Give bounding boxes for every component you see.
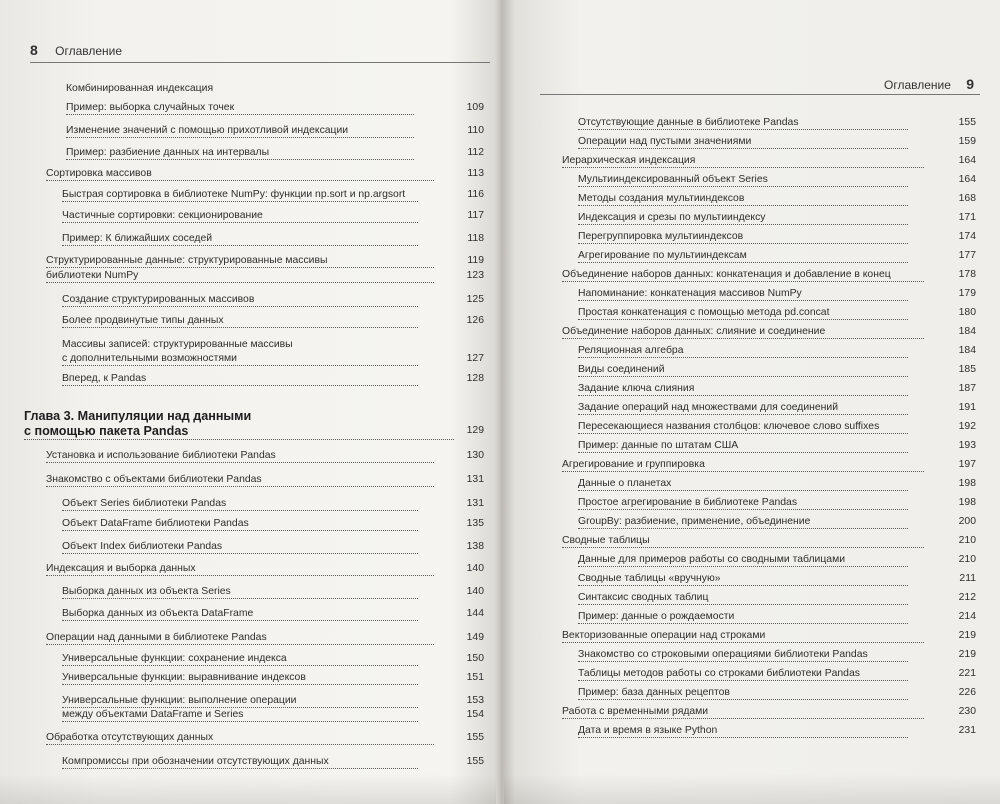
toc-entry [66, 124, 414, 138]
toc-entry [62, 352, 418, 366]
toc-entry-page: 154 [466, 709, 484, 720]
toc-entry [62, 209, 418, 223]
toc-entry [578, 420, 908, 434]
toc-entry [578, 477, 908, 491]
toc-entry-page: 185 [958, 364, 976, 375]
toc-entry [46, 562, 434, 576]
toc-entry-title: Задание операций над множествами для соединений [578, 402, 839, 413]
toc-entry [578, 553, 908, 567]
toc-entry [578, 249, 908, 263]
toc-entry-page: 131 [466, 474, 484, 485]
toc-entry [62, 671, 418, 685]
toc-entry-page: 174 [958, 231, 976, 242]
toc-entry [62, 517, 418, 531]
toc-entry-title: Универсальные функции: выполнение операции [62, 695, 297, 706]
toc-entry-page: 123 [466, 270, 484, 281]
toc-entry-title: Мультииндексированный объект Series [578, 174, 768, 185]
toc-entry-title: Операции над данными в библиотеке Pandas [46, 632, 267, 643]
toc-entry [578, 667, 908, 681]
toc-entry-title: Знакомство с объектами библиотеки Pandas [46, 474, 262, 485]
toc-entry-page: 178 [958, 269, 976, 280]
toc-entry-page: 168 [958, 193, 976, 204]
toc-entry [62, 540, 418, 554]
toc-entry-page: 219 [958, 630, 976, 641]
toc-entry [578, 724, 908, 738]
toc-entry-page: 125 [466, 294, 484, 305]
toc-entry-page: 177 [958, 250, 976, 261]
toc-entry-title: Универсальные функции: сохранение индекса [62, 653, 287, 664]
toc-entry-title: Данные для примеров работы со сводными таблицами [578, 554, 846, 565]
toc-entry-title: Сортировка массивов [46, 168, 152, 179]
toc-entry-page: 110 [467, 125, 484, 136]
toc-entry [578, 496, 908, 510]
toc-entry [578, 173, 908, 187]
toc-entry-title: Сводные таблицы «вручную» [578, 573, 721, 584]
toc-entry [46, 631, 434, 645]
toc-entry-title: Массивы записей: структурированные массивы [62, 339, 293, 350]
toc-entry-title: Иерархическая индексация [562, 155, 696, 166]
toc-entry-title: Пример: выборка случайных точек [66, 102, 235, 113]
toc-entry-title: между объектами DataFrame и Series [62, 709, 244, 720]
toc-entry-page: 112 [467, 147, 484, 158]
toc-entry-title: Перегруппировка мультииндексов [578, 231, 744, 242]
toc-entry-title: Структурированные данные: структурированные массивы [46, 255, 328, 266]
toc-entry-title: Выборка данных из объекта Series [62, 586, 231, 597]
toc-entry-title: Агрегирование по мультииндексам [578, 250, 747, 261]
toc-entry-title: Обработка отсутствующих данных [46, 732, 214, 743]
toc-entry [578, 610, 908, 624]
toc-entry-title: Данные о планетах [578, 478, 672, 489]
toc-entry-page: 231 [958, 725, 976, 736]
toc-entry-title: Работа с временными рядами [562, 706, 709, 717]
toc-entry-page: 117 [467, 210, 484, 221]
toc-entry [62, 708, 418, 722]
toc-entry [62, 497, 418, 511]
toc-entry [562, 458, 924, 472]
toc-entry-title: Объект DataFrame библиотеки Pandas [62, 518, 249, 529]
toc-entry-page: 129 [466, 425, 484, 436]
toc-entry [578, 648, 908, 662]
toc-entry-page: 198 [958, 497, 976, 508]
left-running-head: Оглавление [55, 44, 123, 58]
toc-entry [66, 146, 414, 160]
toc-entry-title: Объединение наборов данных: конкатенация и добавление в конец [562, 269, 891, 280]
toc-entry-title: Простое агрегирование в библиотеке Pandas [578, 497, 798, 508]
toc-entry-title: Вперед, к Pandas [62, 373, 147, 384]
toc-entry [46, 254, 434, 268]
toc-entry-page: 214 [958, 611, 976, 622]
toc-entry-title: Компромиссы при обозначении отсутствующих данных [62, 756, 329, 767]
toc-entry-page: 219 [958, 649, 976, 660]
toc-entry [578, 401, 908, 415]
toc-entry-title: Простая конкатенация с помощью метода pd.concat [578, 307, 830, 318]
toc-entry [62, 338, 293, 351]
toc-entry [578, 230, 908, 244]
toc-entry-page: 212 [958, 592, 976, 603]
toc-entry [578, 515, 908, 529]
header-rule [30, 62, 490, 63]
toc-entry-page: 140 [466, 586, 484, 597]
left-page-header [30, 42, 122, 58]
toc-entry-title: с помощью пакета Pandas [24, 424, 189, 438]
toc-entry-title: Пример: данные о рождаемости [578, 611, 735, 622]
toc-entry [46, 449, 434, 463]
toc-entry-page: 179 [958, 288, 976, 299]
page-shadow [504, 774, 1000, 804]
toc-entry-page: 144 [466, 608, 484, 619]
toc-entry-title: Индексация и выборка данных [46, 563, 196, 574]
toc-entry [578, 382, 908, 396]
toc-entry [562, 154, 924, 168]
toc-entry-title: Быстрая сортировка в библиотеке NumPy: функции np.sort и np.argsort [62, 189, 406, 200]
toc-entry-page: 184 [958, 326, 976, 337]
toc-entry-title: Пример: разбиение данных на интервалы [66, 147, 270, 158]
toc-entry-title: Напоминание: конкатенация массивов NumPy [578, 288, 802, 299]
toc-entry-title: Знакомство со строковыми операциями библиотеки Pandas [578, 649, 868, 660]
toc-entry-title: Реляционная алгебра [578, 345, 684, 356]
toc-entry [578, 344, 908, 358]
toc-entry-page: 127 [466, 353, 484, 364]
toc-entry-title: Объект Index библиотеки Pandas [62, 541, 223, 552]
toc-entry [578, 363, 908, 377]
toc-entry-page: 109 [466, 102, 484, 113]
toc-entry-page: 193 [958, 440, 976, 451]
toc-entry [66, 101, 414, 115]
toc-entry-page: 187 [958, 383, 976, 394]
toc-entry-title: Объект Series библиотеки Pandas [62, 498, 227, 509]
toc-entry-page: 128 [466, 373, 484, 384]
right-page-header [884, 76, 974, 92]
toc-entry-page: 118 [467, 233, 484, 244]
toc-entry-title: Более продвинутые типы данных [62, 315, 224, 326]
toc-entry-title: Пересекающиеся названия столбцов: ключевое слово suffixes [578, 421, 880, 432]
toc-entry [66, 82, 213, 95]
right-running-head: Оглавление [884, 78, 951, 92]
right-page [504, 0, 1000, 804]
toc-entry [46, 167, 434, 181]
toc-entry-page: 151 [466, 672, 484, 683]
toc-entry-title: Универсальные функции: выравнивание индексов [62, 672, 306, 683]
toc-entry [578, 211, 908, 225]
toc-entry-page: 211 [959, 573, 976, 584]
toc-entry-title: с дополнительными возможностями [62, 353, 237, 364]
toc-entry [62, 372, 418, 386]
chapter-heading [24, 424, 454, 440]
toc-entry-page: 159 [958, 136, 976, 147]
toc-entry [562, 629, 924, 643]
toc-entry [562, 534, 924, 548]
toc-entry-page: 113 [467, 168, 484, 179]
toc-entry-title: Установка и использование библиотеки Pandas [46, 450, 276, 461]
toc-entry-page: 210 [958, 535, 976, 546]
toc-entry-page: 221 [958, 668, 976, 679]
toc-entry-page: 155 [958, 117, 976, 128]
toc-entry-title: GroupBy: разбиение, применение, объединение [578, 516, 811, 527]
toc-entry [562, 325, 924, 339]
toc-entry-title: Пример: данные по штатам США [578, 440, 739, 451]
toc-entry-title: Синтаксис сводных таблиц [578, 592, 709, 603]
toc-entry-title: Создание структурированных массивов [62, 294, 255, 305]
toc-entry-page: 153 [466, 695, 484, 706]
toc-entry-title: Виды соединений [578, 364, 665, 375]
toc-entry-page: 140 [466, 563, 484, 574]
toc-entry [578, 116, 908, 130]
left-page [0, 0, 496, 804]
toc-entry-page: 116 [467, 189, 484, 200]
toc-entry-page: 126 [466, 315, 484, 326]
toc-entry-page: 192 [958, 421, 976, 432]
toc-entry-page: 119 [467, 255, 484, 266]
toc-entry-title: Таблицы методов работы со строками библиотеки Pandas [578, 668, 860, 679]
toc-entry-title: Задание ключа слияния [578, 383, 695, 394]
toc-entry [562, 705, 924, 719]
toc-entry [562, 268, 924, 282]
page-shadow [0, 774, 496, 804]
toc-entry-page: 164 [958, 174, 976, 185]
toc-entry [62, 694, 418, 708]
toc-entry-page: 135 [466, 518, 484, 529]
toc-entry-title: Отсутствующие данные в библиотеке Pandas [578, 117, 799, 128]
toc-entry-page: 191 [958, 402, 976, 413]
toc-entry-title: Выборка данных из объекта DataFrame [62, 608, 254, 619]
right-page-number: 9 [966, 76, 975, 92]
toc-entry [578, 686, 908, 700]
toc-entry-page: 226 [958, 687, 976, 698]
toc-entry [46, 731, 434, 745]
toc-entry-title: Частичные сортировки: секционирование [62, 210, 263, 221]
toc-entry [62, 652, 418, 666]
toc-entry [578, 591, 908, 605]
toc-entry [62, 585, 418, 599]
toc-entry-page: 150 [466, 653, 484, 664]
left-page-number: 8 [30, 42, 38, 58]
toc-entry-page: 164 [958, 155, 976, 166]
toc-entry-page: 155 [466, 732, 484, 743]
toc-entry-page: 155 [466, 756, 484, 767]
toc-entry-title: Дата и время в языке Python [578, 725, 718, 736]
toc-entry [578, 306, 908, 320]
toc-entry [578, 287, 908, 301]
toc-entry [62, 607, 418, 621]
toc-entry [62, 755, 418, 769]
toc-entry [46, 473, 434, 487]
toc-entry-title: Индексация и срезы по мультииндексу [578, 212, 766, 223]
toc-entry-page: 131 [466, 498, 484, 509]
toc-entry-title: Методы создания мультииндексов [578, 193, 745, 204]
toc-entry-title: Комбинированная индексация [66, 83, 214, 94]
toc-entry [62, 314, 418, 328]
toc-entry-title: Объединение наборов данных: слияние и соединение [562, 326, 826, 337]
toc-entry [578, 572, 908, 586]
toc-entry-page: 198 [958, 478, 976, 489]
toc-entry-page: 210 [958, 554, 976, 565]
toc-entry-page: 230 [958, 706, 976, 717]
toc-entry-title: Пример: база данных рецептов [578, 687, 730, 698]
toc-entry [62, 188, 418, 202]
toc-entry-title: Изменение значений с помощью прихотливой индексации [66, 125, 349, 136]
toc-entry-page: 184 [958, 345, 976, 356]
toc-entry [62, 293, 418, 307]
toc-entry [578, 439, 908, 453]
toc-entry [578, 135, 908, 149]
toc-entry [578, 192, 908, 206]
toc-entry-page: 171 [958, 212, 976, 223]
toc-entry-title: Пример: К ближайших соседей [62, 233, 213, 244]
toc-entry-title: Операции над пустыми значениями [578, 136, 752, 147]
toc-entry [46, 269, 434, 283]
header-rule [540, 94, 980, 95]
chapter-heading [24, 409, 251, 424]
toc-entry-page: 197 [958, 459, 976, 470]
toc-entry [62, 232, 418, 246]
toc-entry-page: 138 [466, 541, 484, 552]
toc-entry-title: Векторизованные операции над строками [562, 630, 766, 641]
toc-entry-page: 180 [958, 307, 976, 318]
toc-entry-page: 149 [466, 632, 484, 643]
toc-entry-title: Агрегирование и группировка [562, 459, 705, 470]
toc-entry-page: 130 [466, 450, 484, 461]
toc-entry-title: Глава 3. Манипуляции над данными [24, 409, 252, 423]
toc-entry-page: 200 [958, 516, 976, 527]
toc-entry-title: библиотеки NumPy [46, 270, 139, 281]
toc-entry-title: Сводные таблицы [562, 535, 650, 546]
